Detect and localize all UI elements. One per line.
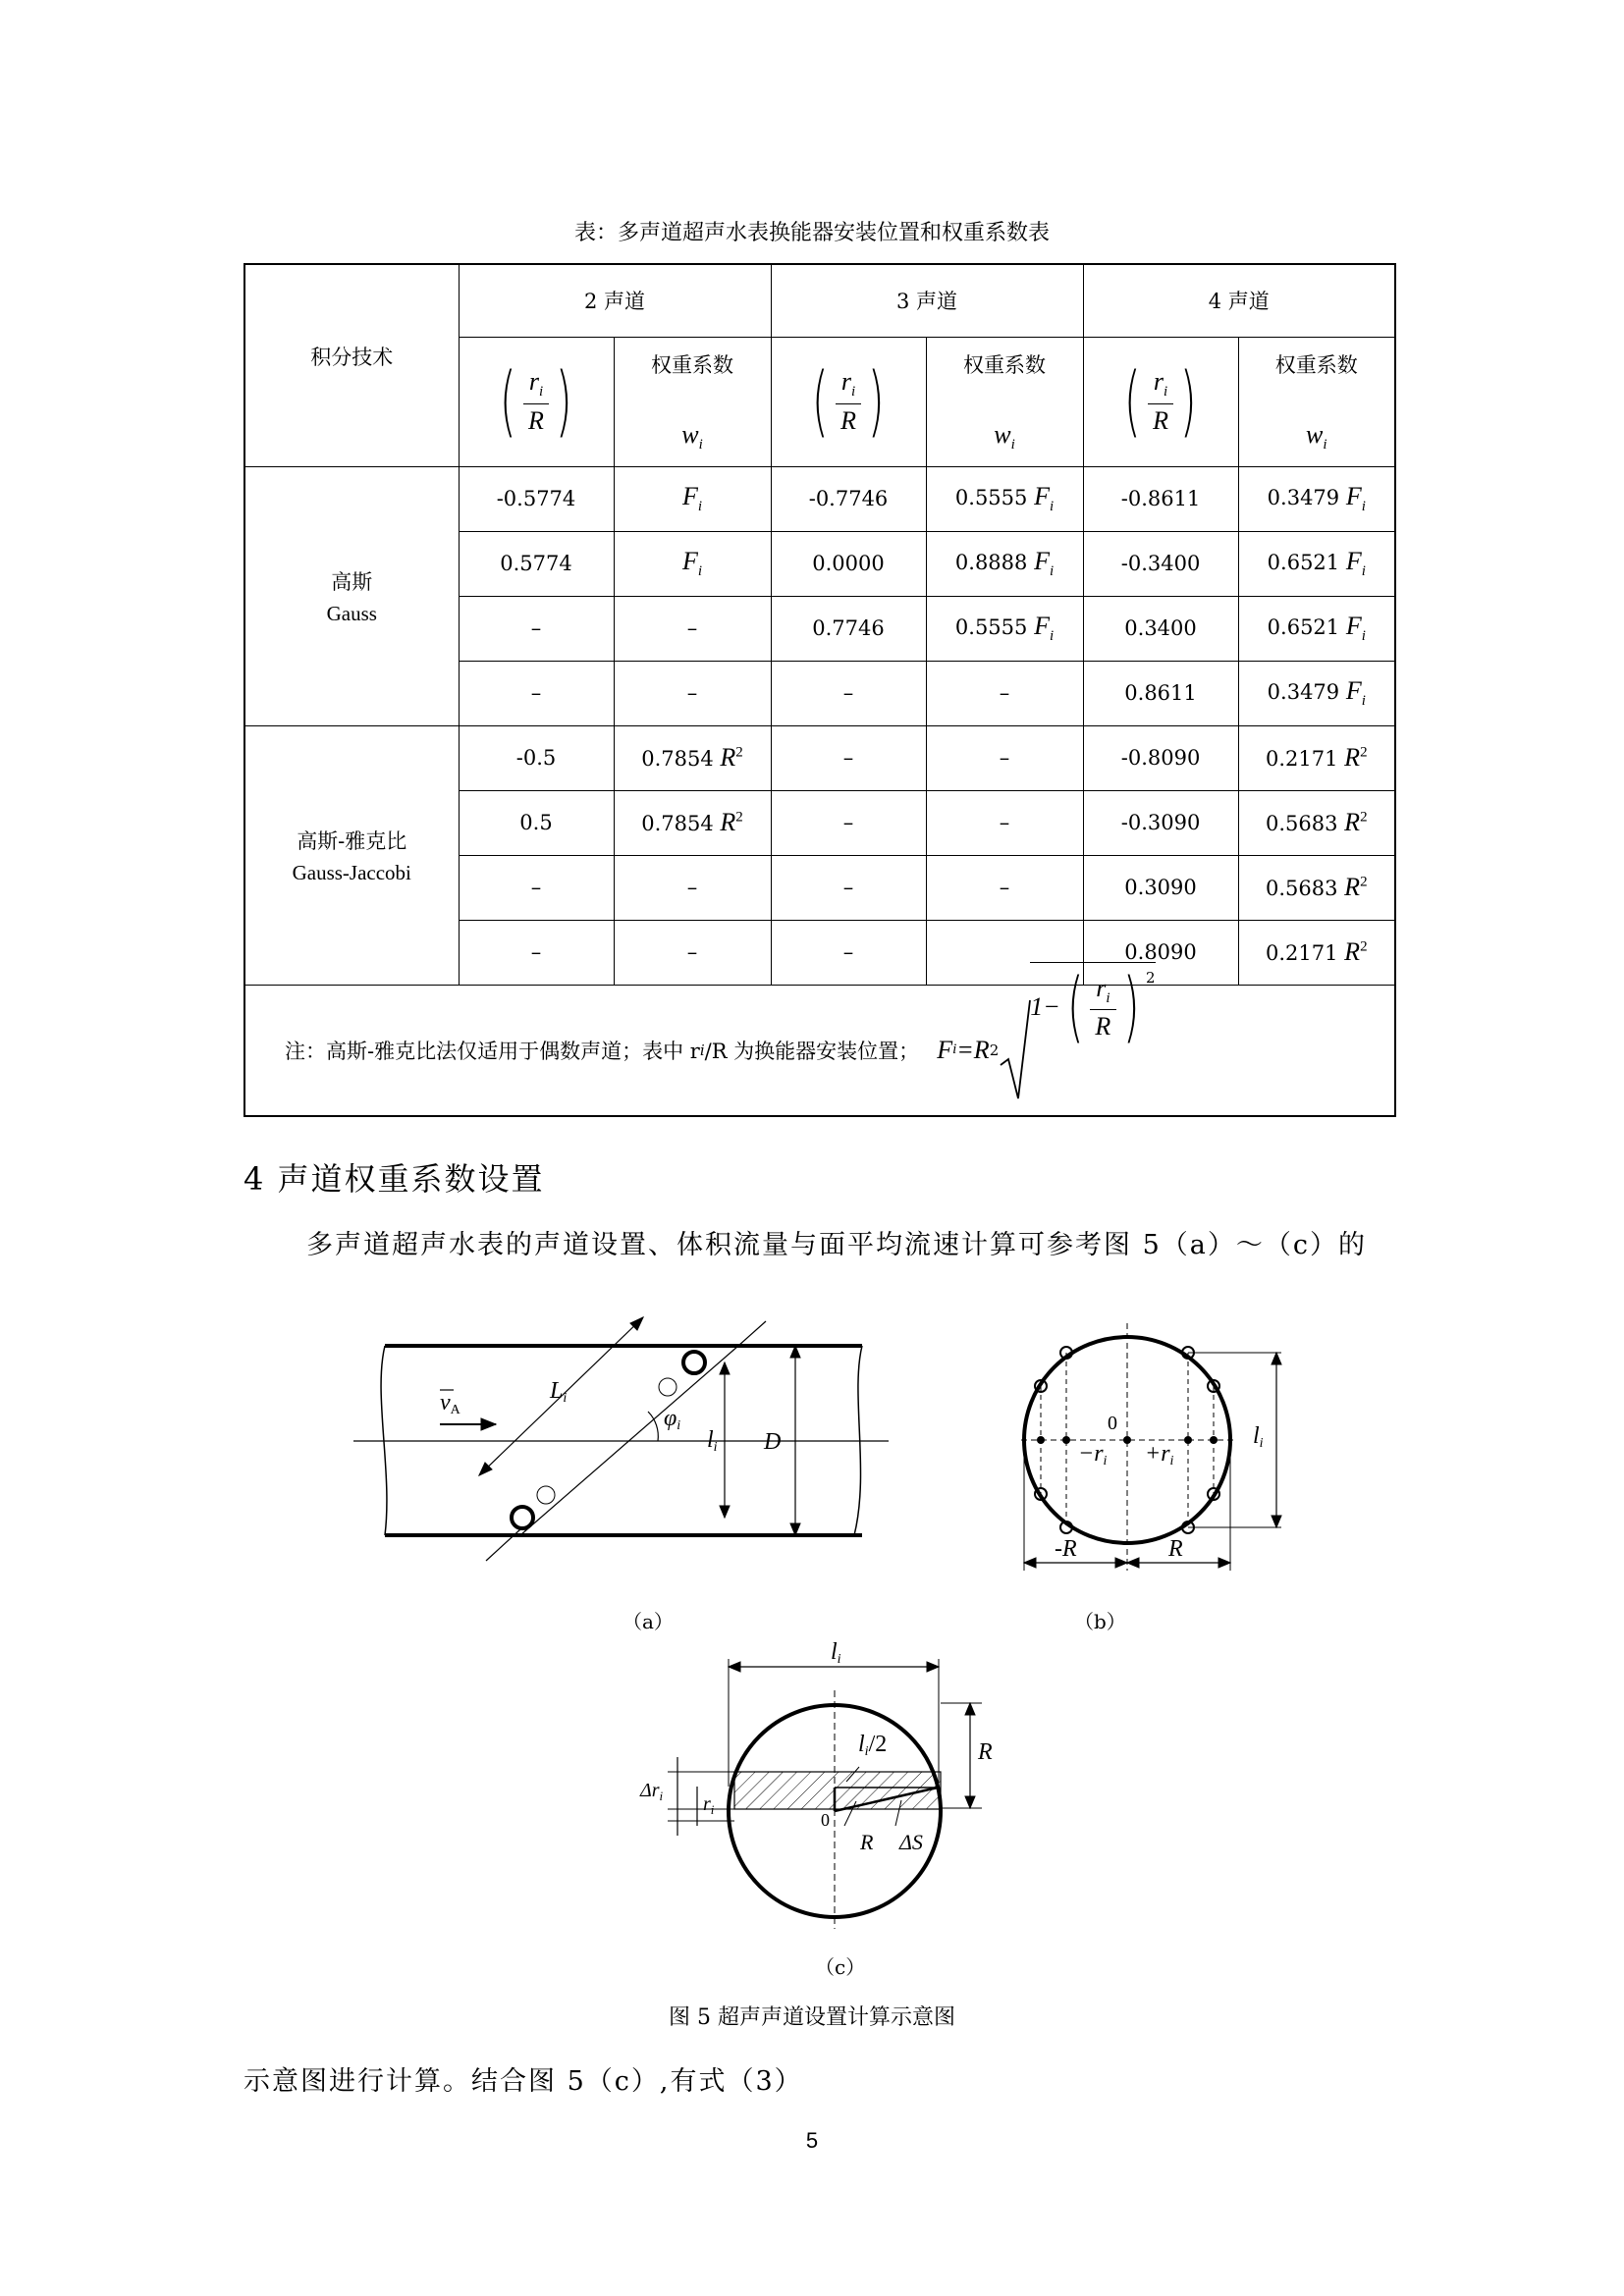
table-cell: -0.3400 [1083, 531, 1238, 596]
group-2ch: 2 声道 [459, 264, 771, 337]
table-cell: 0.6521 $F_i$ [1238, 596, 1395, 661]
group-4ch: 4 声道 [1083, 264, 1395, 337]
paragraph: 示意图进行计算。结合图 5（c）,有式（3） [244, 2066, 803, 2097]
table-cell: 0.8090 [1083, 920, 1238, 985]
table-cell: 0.5 [459, 790, 614, 855]
page-number: 5 [805, 2128, 819, 2153]
table-caption: 表：多声道超声水表换能器安装位置和权重系数表 [573, 221, 1050, 245]
weight-header: 权重系数 $w_i$ [926, 337, 1083, 466]
table-cell: -0.8611 [1083, 466, 1238, 531]
row-header: 积分技术 [244, 264, 459, 466]
weight-header: 权重系数 $w_i$ [1238, 337, 1395, 466]
group-3ch: 3 声道 [771, 264, 1083, 337]
table-cell: 0.8888 $F_i$ [926, 531, 1083, 596]
v-label: vA [440, 1390, 460, 1417]
fig-a-label: （a） [623, 1610, 674, 1633]
position-header: ( $\frac{r_i}{R}$ ) [459, 337, 614, 466]
half-l-label: li/2 [858, 1732, 888, 1759]
table-cell: 0.3400 [1083, 596, 1238, 661]
D-label: D [764, 1429, 782, 1455]
table-cell: $F_i$ [614, 531, 771, 596]
l-label-c: li [831, 1639, 841, 1667]
table-cell: $F_i$ [614, 466, 771, 531]
R-label-c2: R [860, 1830, 874, 1854]
table-cell: 0.7854 $R^2$ [614, 790, 771, 855]
delta-r-label: $\Delta r_i$ [640, 1780, 664, 1803]
path-marker-top [659, 1378, 677, 1396]
r-label-c: $r_i$ [703, 1793, 715, 1817]
table-cell: – [614, 920, 771, 985]
table-cell: 0.7746 [771, 596, 926, 661]
phi-label: φi [664, 1406, 681, 1433]
table-cell: – [926, 725, 1083, 790]
neg-R-label: -R [1055, 1536, 1077, 1562]
table-cell: -0.7746 [771, 466, 926, 531]
neg-r-label: −ri [1078, 1441, 1108, 1468]
fig-b-label: （b） [1074, 1610, 1126, 1633]
origin-c: 0 [821, 1810, 830, 1830]
method-cell: 高斯 Gauss [244, 466, 459, 725]
table-cell: -0.5 [459, 725, 614, 790]
weight-header: 权重系数 $w_i$ [614, 337, 771, 466]
table-note: 注：高斯-雅克比法仅适用于偶数声道；表中 r i /R 为换能器安装位置； F i =R 2 1− ( $\frac{r_i}{R}$ ) $^2$ [244, 985, 1395, 1116]
table-cell: -0.5774 [459, 466, 614, 531]
l-label: li [707, 1427, 718, 1455]
table-cell: 0.3090 [1083, 855, 1238, 920]
table-cell: – [771, 920, 926, 985]
section-heading: 4 声道权重系数设置 [244, 1160, 545, 1198]
table-cell: – [771, 855, 926, 920]
table-cell: – [614, 855, 771, 920]
table-cell: 0.7854 $R^2$ [614, 725, 771, 790]
table-cell: – [614, 661, 771, 725]
transducer-bottom [512, 1507, 533, 1528]
table-cell: 0.2171 $R^2$ [1238, 725, 1395, 790]
table-cell: – [771, 725, 926, 790]
position-header: ( $\frac{r_i}{R}$ ) [771, 337, 926, 466]
table-cell: -0.8090 [1083, 725, 1238, 790]
table-cell: 0.6521 $F_i$ [1238, 531, 1395, 596]
table-cell: -0.3090 [1083, 790, 1238, 855]
hatched-strip [734, 1772, 941, 1809]
table-cell: 0.3479 $F_i$ [1238, 466, 1395, 531]
delta-S-label: ΔS [899, 1830, 923, 1854]
table-cell: – [771, 661, 926, 725]
table-cell: 0.5683 $R^2$ [1238, 855, 1395, 920]
R-label-b: R [1168, 1536, 1183, 1562]
l-label-b: li [1253, 1423, 1264, 1451]
table-cell: – [459, 855, 614, 920]
fig-c-label: （c） [815, 1955, 866, 1979]
position-header: ( $\frac{r_i}{R}$ ) [1083, 337, 1238, 466]
table-cell: – [459, 661, 614, 725]
origin-b: 0 [1108, 1413, 1117, 1434]
L-label: Li [550, 1378, 568, 1406]
path-marker-bottom [537, 1486, 555, 1504]
table-cell: – [771, 790, 926, 855]
pos-r-label: +ri [1145, 1441, 1174, 1468]
table-cell: – [926, 790, 1083, 855]
table-cell: 0.5683 $R^2$ [1238, 790, 1395, 855]
table-cell: 0.8611 [1083, 661, 1238, 725]
table-cell: – [614, 596, 771, 661]
paragraph: 多声道超声水表的声道设置、体积流量与面平均流速计算可参考图 5（a）～（c）的 [306, 1230, 1367, 1260]
method-cell: 高斯-雅克比 Gauss-Jaccobi [244, 725, 459, 985]
transducer-top [683, 1352, 705, 1373]
table-cell: 0.5555 $F_i$ [926, 466, 1083, 531]
table-cell: – [926, 855, 1083, 920]
table-cell: 0.5774 [459, 531, 614, 596]
table-cell: – [459, 596, 614, 661]
table-cell: 0.5555 $F_i$ [926, 596, 1083, 661]
table-cell: 0.2171 $R^2$ [1238, 920, 1395, 985]
table-cell: – [926, 661, 1083, 725]
table-cell: – [459, 920, 614, 985]
table-cell: 0.0000 [771, 531, 926, 596]
figure-caption: 图 5 超声声道设置计算示意图 [669, 2005, 955, 2030]
R-label-c: R [978, 1739, 993, 1765]
table-cell: 0.3479 $F_i$ [1238, 661, 1395, 725]
